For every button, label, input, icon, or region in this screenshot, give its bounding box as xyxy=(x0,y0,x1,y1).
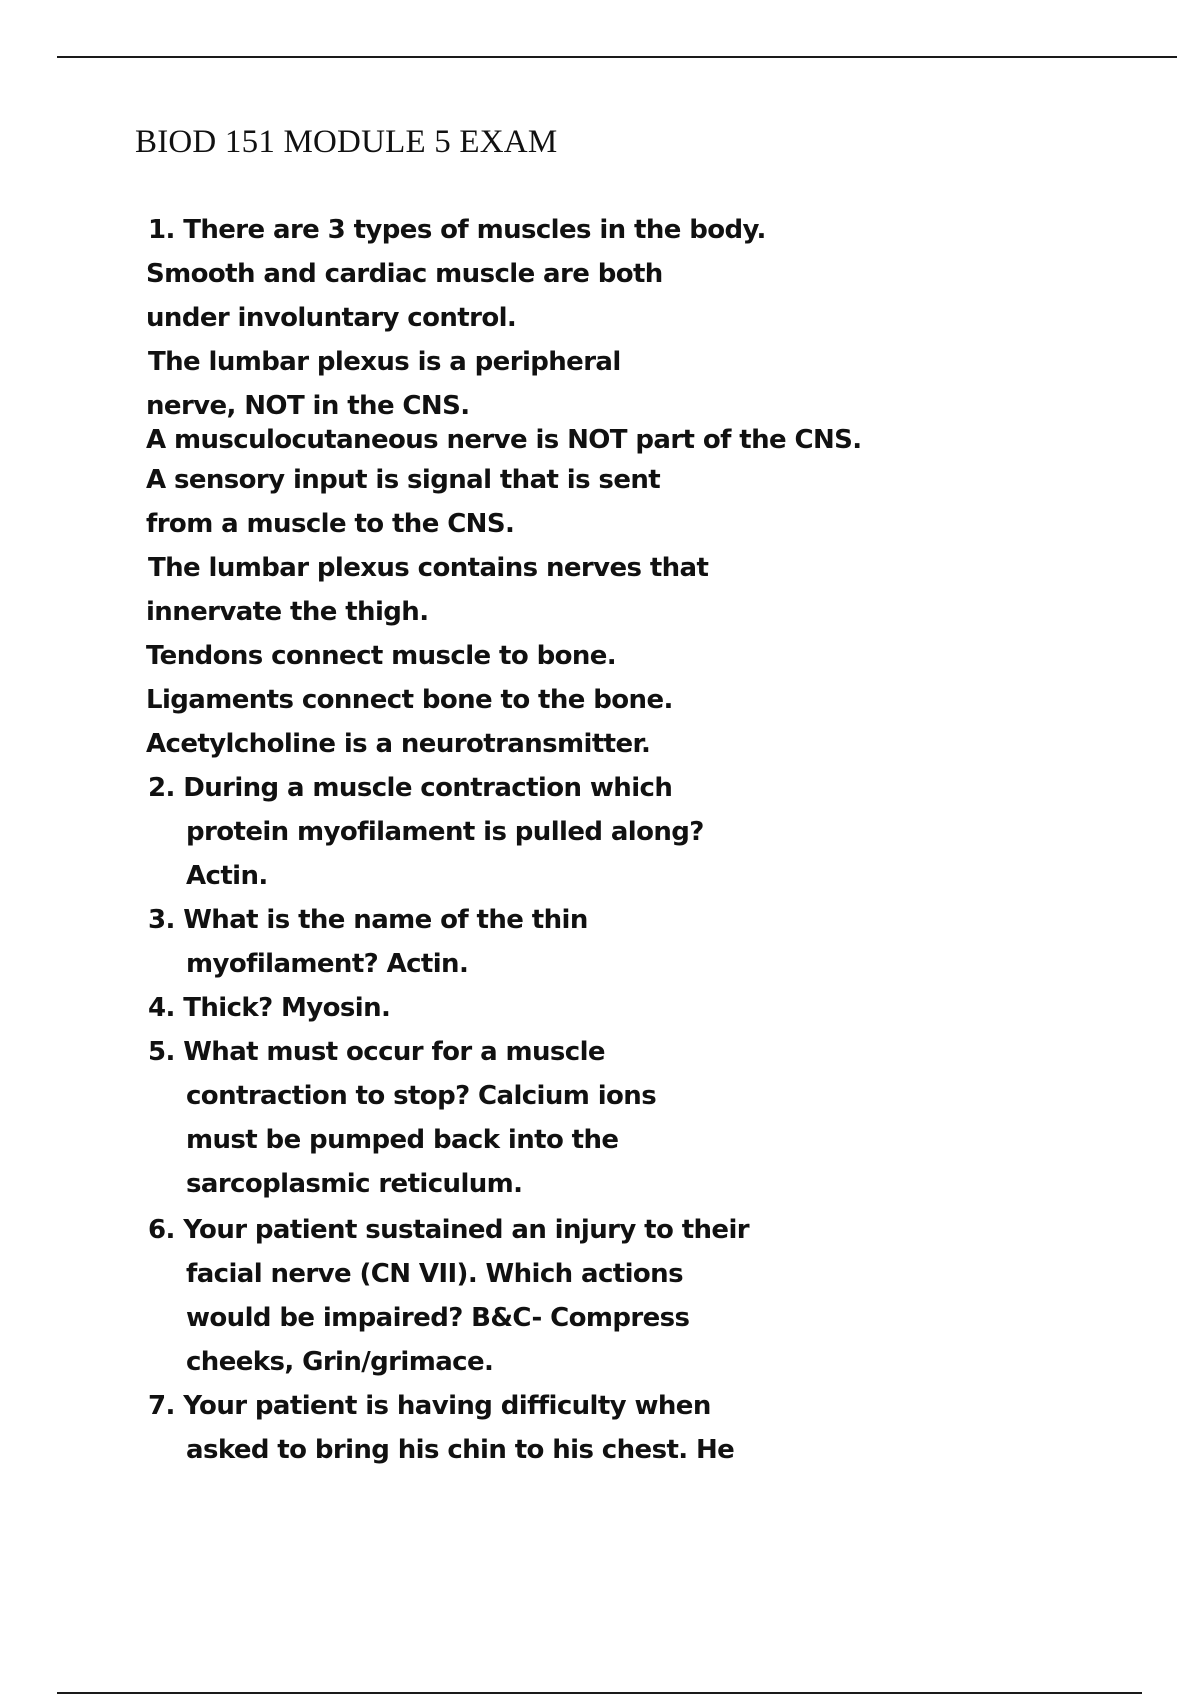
line-25: facial nerve (CN VII). Which actions xyxy=(186,1259,683,1289)
line-3: under involuntary control. xyxy=(146,303,517,333)
line-18: myofilament? Actin. xyxy=(186,949,469,979)
line-29: asked to bring his chin to his chest. He xyxy=(186,1435,735,1465)
top-rule xyxy=(57,56,1177,58)
line-20: 5. What must occur for a muscle xyxy=(148,1037,605,1067)
line-9: The lumbar plexus contains nerves that xyxy=(148,553,709,583)
line-11: Tendons connect muscle to bone. xyxy=(146,641,617,671)
line-2: Smooth and cardiac muscle are both xyxy=(146,259,663,289)
line-12: Ligaments connect bone to the bone. xyxy=(146,685,673,715)
line-26: would be impaired? B&C- Compress xyxy=(186,1303,690,1333)
line-13: Acetylcholine is a neurotransmitter. xyxy=(146,729,651,759)
line-21: contraction to stop? Calcium ions xyxy=(186,1081,657,1111)
line-4: The lumbar plexus is a peripheral xyxy=(148,347,621,377)
line-8: from a muscle to the CNS. xyxy=(146,509,515,539)
line-1: 1. There are 3 types of muscles in the body. xyxy=(148,215,766,245)
line-23: sarcoplasmic reticulum. xyxy=(186,1169,523,1199)
line-27: cheeks, Grin/grimace. xyxy=(186,1347,494,1377)
line-7: A sensory input is signal that is sent xyxy=(146,465,661,495)
line-19: 4. Thick? Myosin. xyxy=(148,993,391,1023)
line-28: 7. Your patient is having difficulty when xyxy=(148,1391,711,1421)
line-24: 6. Your patient sustained an injury to their xyxy=(148,1215,750,1245)
line-14: 2. During a muscle contraction which xyxy=(148,773,673,803)
document-title: BIOD 151 MODULE 5 EXAM xyxy=(135,124,558,160)
line-16: Actin. xyxy=(186,861,268,891)
line-15: protein myofilament is pulled along? xyxy=(186,817,704,847)
line-10: innervate the thigh. xyxy=(146,597,429,627)
line-5: nerve, NOT in the CNS. xyxy=(146,391,470,421)
bottom-rule xyxy=(57,1692,1142,1694)
line-22: must be pumped back into the xyxy=(186,1125,619,1155)
line-6: A musculocutaneous nerve is NOT part of the CNS. xyxy=(146,425,862,455)
line-17: 3. What is the name of the thin xyxy=(148,905,588,935)
